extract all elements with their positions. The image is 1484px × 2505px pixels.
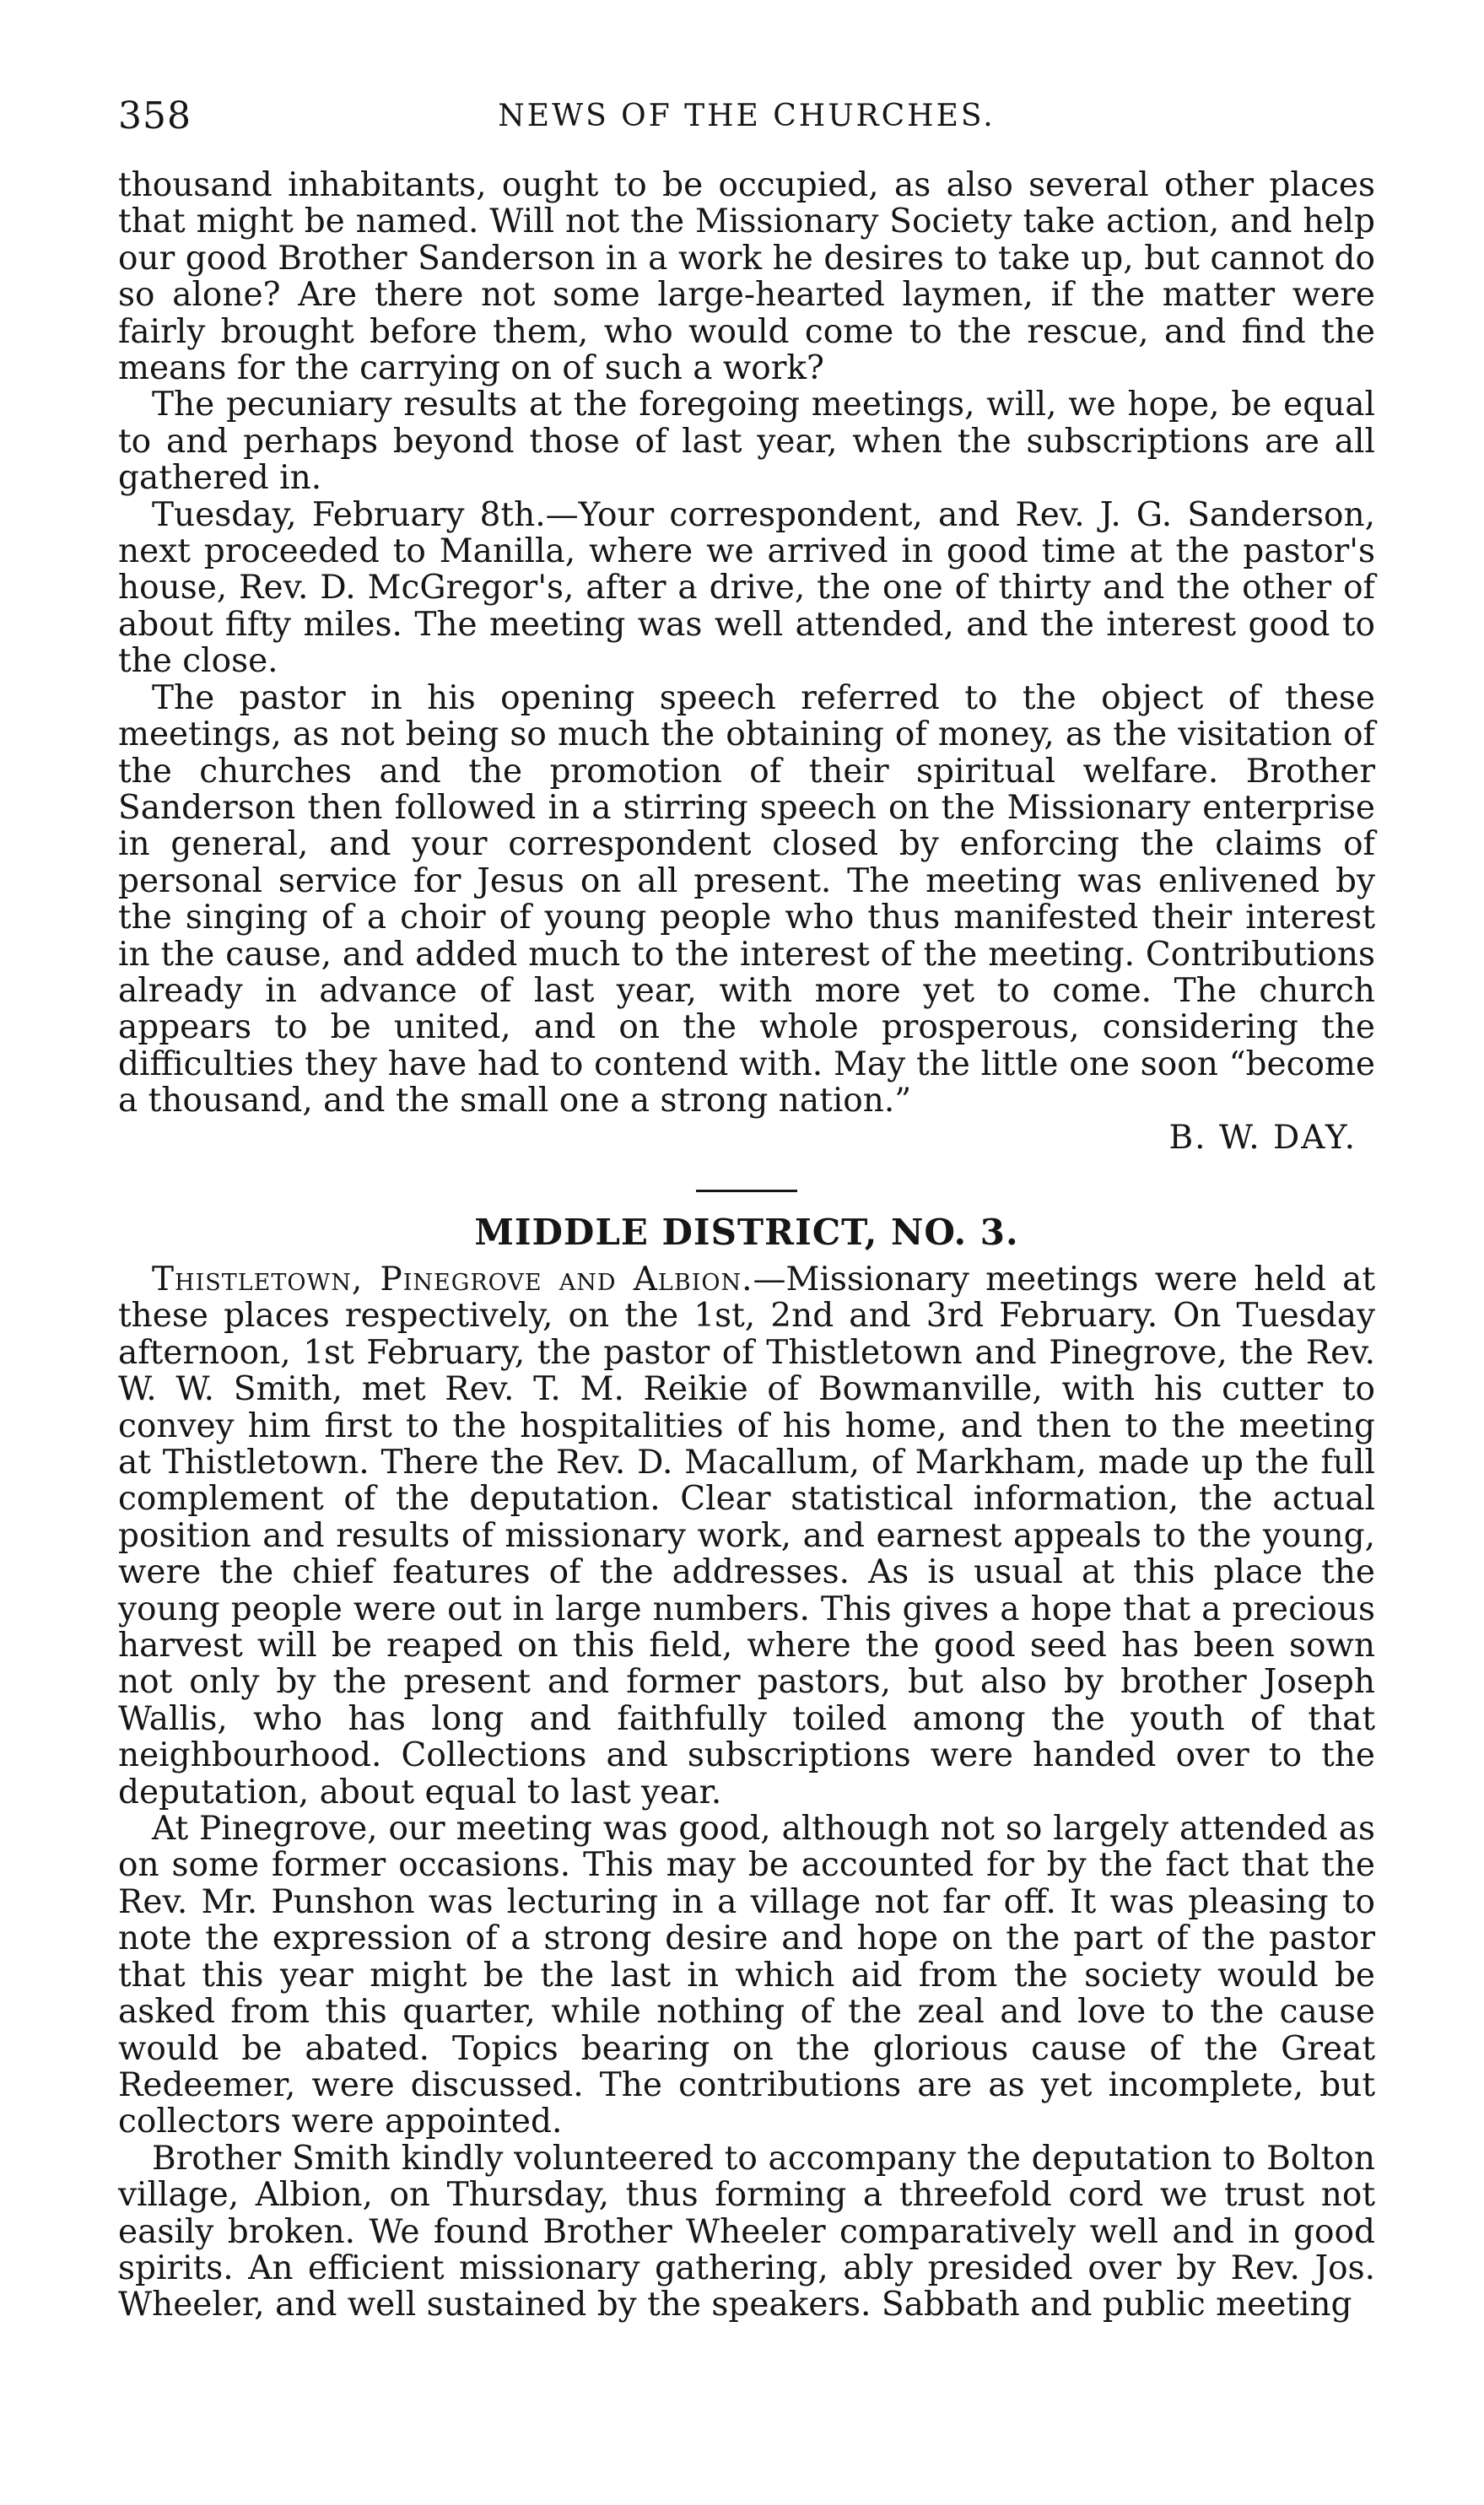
paragraph: thousand inhabitants, ought to be occupied, as also several other places that might be named. Will not the Missionary Society take action, and help our good Brother Sanderson in a work he desires to take up, but cannot do so alone? Are there not some large-hearted laymen, if the matter were fairly brought before them, who would come to the rescue, and find the means for the carrying on of such a work?: [118, 166, 1375, 388]
paragraph: The pecuniary results at the foregoing meetings, will, we hope, be equal to and perhaps beyond those of last year, when the subscriptions are all gathered in.: [118, 386, 1375, 498]
section-heading: MIDDLE DISTRICT, NO. 3.: [474, 1211, 1019, 1253]
paragraph: The pastor in his opening speech referred to the object of these meetings, as not being so much the obtaining of money, as the visitation of the churches and the promotion of their spiritual welfare. Brother Sanderson then followed in a stirring speech on the Missionary enterprise in general, and your correspondent closed by enforcing the claims of personal service for Jesus on all present. The meeting was enlivened by the singing of a choir of young people who thus manifested their interest in the cause, and added much to the interest of the meeting. Contributions already in advance of last year, with more yet to come. The church appears to be united, and on the whole prosperous, considering the difficulties they have had to contend with. May the little one soon “become a thousand, and the small one a strong nation.”: [118, 678, 1375, 1120]
place-names: Thistletown, Pinegrove and Albion.: [152, 1260, 753, 1298]
signature: B. W. DAY.: [1168, 1118, 1357, 1157]
paragraph-text: —Missionary meetings were held at these places respectively, on the 1st, 2nd and 3rd February. On Tuesday afternoon, 1st February, the pastor of Thistletown and Pinegrove, the Rev. W. W. Smith, met Rev. T. M. Reikie of Bowmanville, with his cutter to convey him first to the hospitalities of his home, and then to the meeting at Thistletown. There the Rev. D. Macallum, of Markham, made up the full complement of the deputation. Clear statistical information, the actual position and results of missionary work, and earnest appeals to the young, were the chief features of the addresses. As is usual at this place the young people were out in large numbers. This gives a hope that a precious harvest will be reaped on this field, where the good seed has been sown not only by the present and former pastors, but also by brother Joseph Wallis, who has long and faithfully toiled among the youth of that neighbourhood. Collections and subscriptions were handed over to the deputation, about equal to last year.: [118, 1260, 1375, 1811]
body-text: [118, 167, 1375, 2324]
page-header: [118, 91, 1375, 142]
paragraph: Brother Smith kindly volunteered to accompany the deputation to Bolton village, Albion, on Thursday, thus forming a threefold cord we trust not easily broken. We found Brother Wheeler comparatively well and in good spirits. An efficient missionary gathering, ably presided over by Rev. Jos. Wheeler, and well sustained by the speakers. Sabbath and public meeting: [118, 2139, 1375, 2324]
page-number: 358: [118, 94, 192, 138]
section-divider: [696, 1190, 797, 1192]
paragraph: Tuesday, February 8th.—Your correspondent, and Rev. J. G. Sanderson, next proceeded to Manilla, where we arrived in good time at the pastor's house, Rev. D. McGregor's, after a drive, the one of thirty and the other of about fifty miles. The meeting was well attended, and the interest good to the close.: [118, 495, 1375, 681]
running-head: NEWS OF THE CHURCHES.: [498, 99, 996, 133]
paragraph: At Pinegrove, our meeting was good, although not so largely attended as on some former occasions. This may be accounted for by the fact that the Rev. Mr. Punshon was lecturing in a village not far off. It was pleasing to note the expression of a strong desire and hope on the part of the pastor that this year might be the last in which aid from the society would be asked from this quarter, while nothing of the zeal and love to the cause would be abated. Topics bearing on the glorious cause of the Great Redeemer, were discussed. The contributions are as yet incomplete, but collectors were appointed.: [118, 1810, 1375, 2141]
paragraph: [118, 1261, 1375, 1811]
